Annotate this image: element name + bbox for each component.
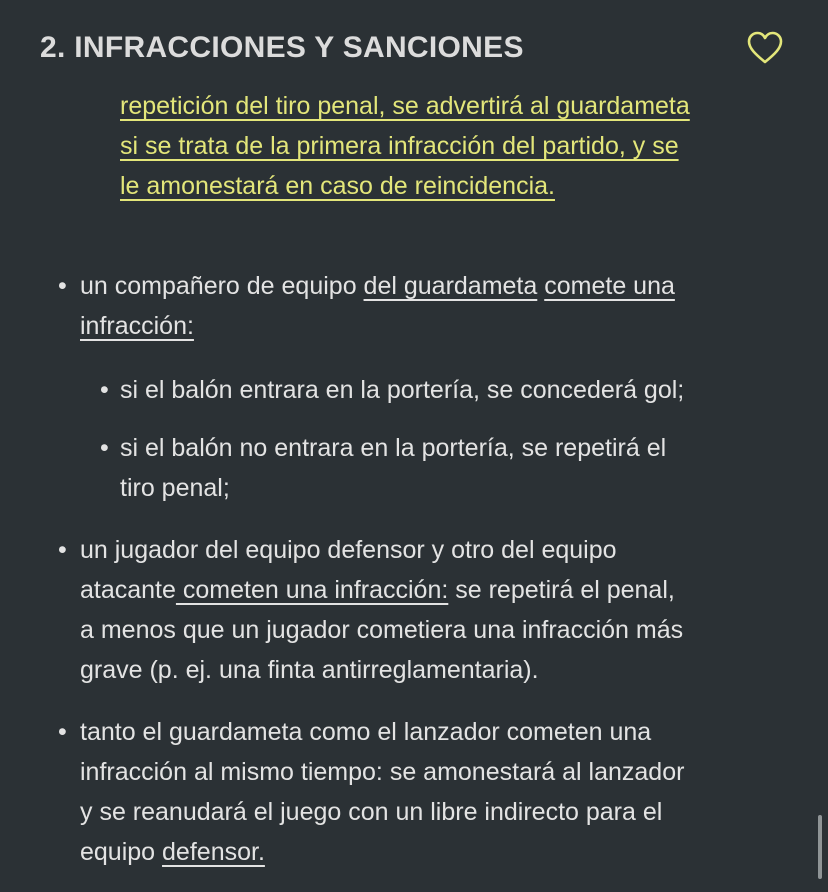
scrollbar-thumb[interactable] <box>818 815 822 879</box>
list-item-line: si el balón no entrara en la portería, se repetirá el <box>120 434 667 462</box>
sub-list-item <box>120 428 828 508</box>
annotated-link[interactable]: comete una <box>544 272 675 300</box>
list-bullet: • <box>100 376 109 404</box>
list-bullet: • <box>58 718 67 746</box>
text: atacante <box>80 576 176 604</box>
section-header <box>40 28 788 72</box>
list-item-line: infracción al mismo tiempo: se amonestará al lanzador <box>80 758 685 786</box>
list-item-line <box>80 266 800 306</box>
list-item-line: grave (p. ej. una finta antirreglamentaria). <box>80 656 539 684</box>
list-item-line: y se reanudará el juego con un libre indirecto para el <box>80 798 663 826</box>
list-item-line: si el balón entrara en la portería, se concederá gol; <box>120 376 685 404</box>
text: un compañero de equipo <box>80 272 364 300</box>
list-bullet: • <box>58 272 67 300</box>
list-item-line <box>80 306 800 346</box>
annotated-link[interactable]: infracción: <box>80 312 194 340</box>
list-item-line: tiro penal; <box>120 474 230 502</box>
heart-outline-icon <box>746 30 784 66</box>
list-item <box>80 266 800 346</box>
annotated-link[interactable]: cometen una infracción: <box>175 576 449 604</box>
text: se repetirá el penal, <box>448 576 675 604</box>
favorite-button[interactable] <box>746 30 784 66</box>
list-item-line: un jugador del equipo defensor y otro del equipo <box>80 536 617 564</box>
text: equipo <box>80 838 163 866</box>
list-bullet: • <box>100 434 109 462</box>
annotated-link[interactable]: defensor. <box>162 838 265 866</box>
list-item-line <box>80 570 800 610</box>
sub-list-item <box>120 370 828 410</box>
list-item-line <box>80 832 800 872</box>
list-item-line: a menos que un jugador cometiera una infracción más <box>80 616 684 644</box>
list-item <box>80 712 800 872</box>
annotated-link[interactable]: del guardameta <box>363 272 538 300</box>
list-item <box>80 530 800 690</box>
section-title: 2. INFRACCIONES Y SANCIONES <box>40 31 524 64</box>
list-item-line: tanto el guardameta como el lanzador cometen una <box>80 718 652 746</box>
highlight-line: si se trata de la primera infracción del partido, y se <box>120 132 679 160</box>
list-bullet: • <box>58 536 67 564</box>
highlight-line: le amonestará en caso de reincidencia. <box>120 172 555 200</box>
highlighted-text-block[interactable] <box>120 86 800 206</box>
highlight-line: repetición del tiro penal, se advertirá al guardameta <box>120 92 690 120</box>
